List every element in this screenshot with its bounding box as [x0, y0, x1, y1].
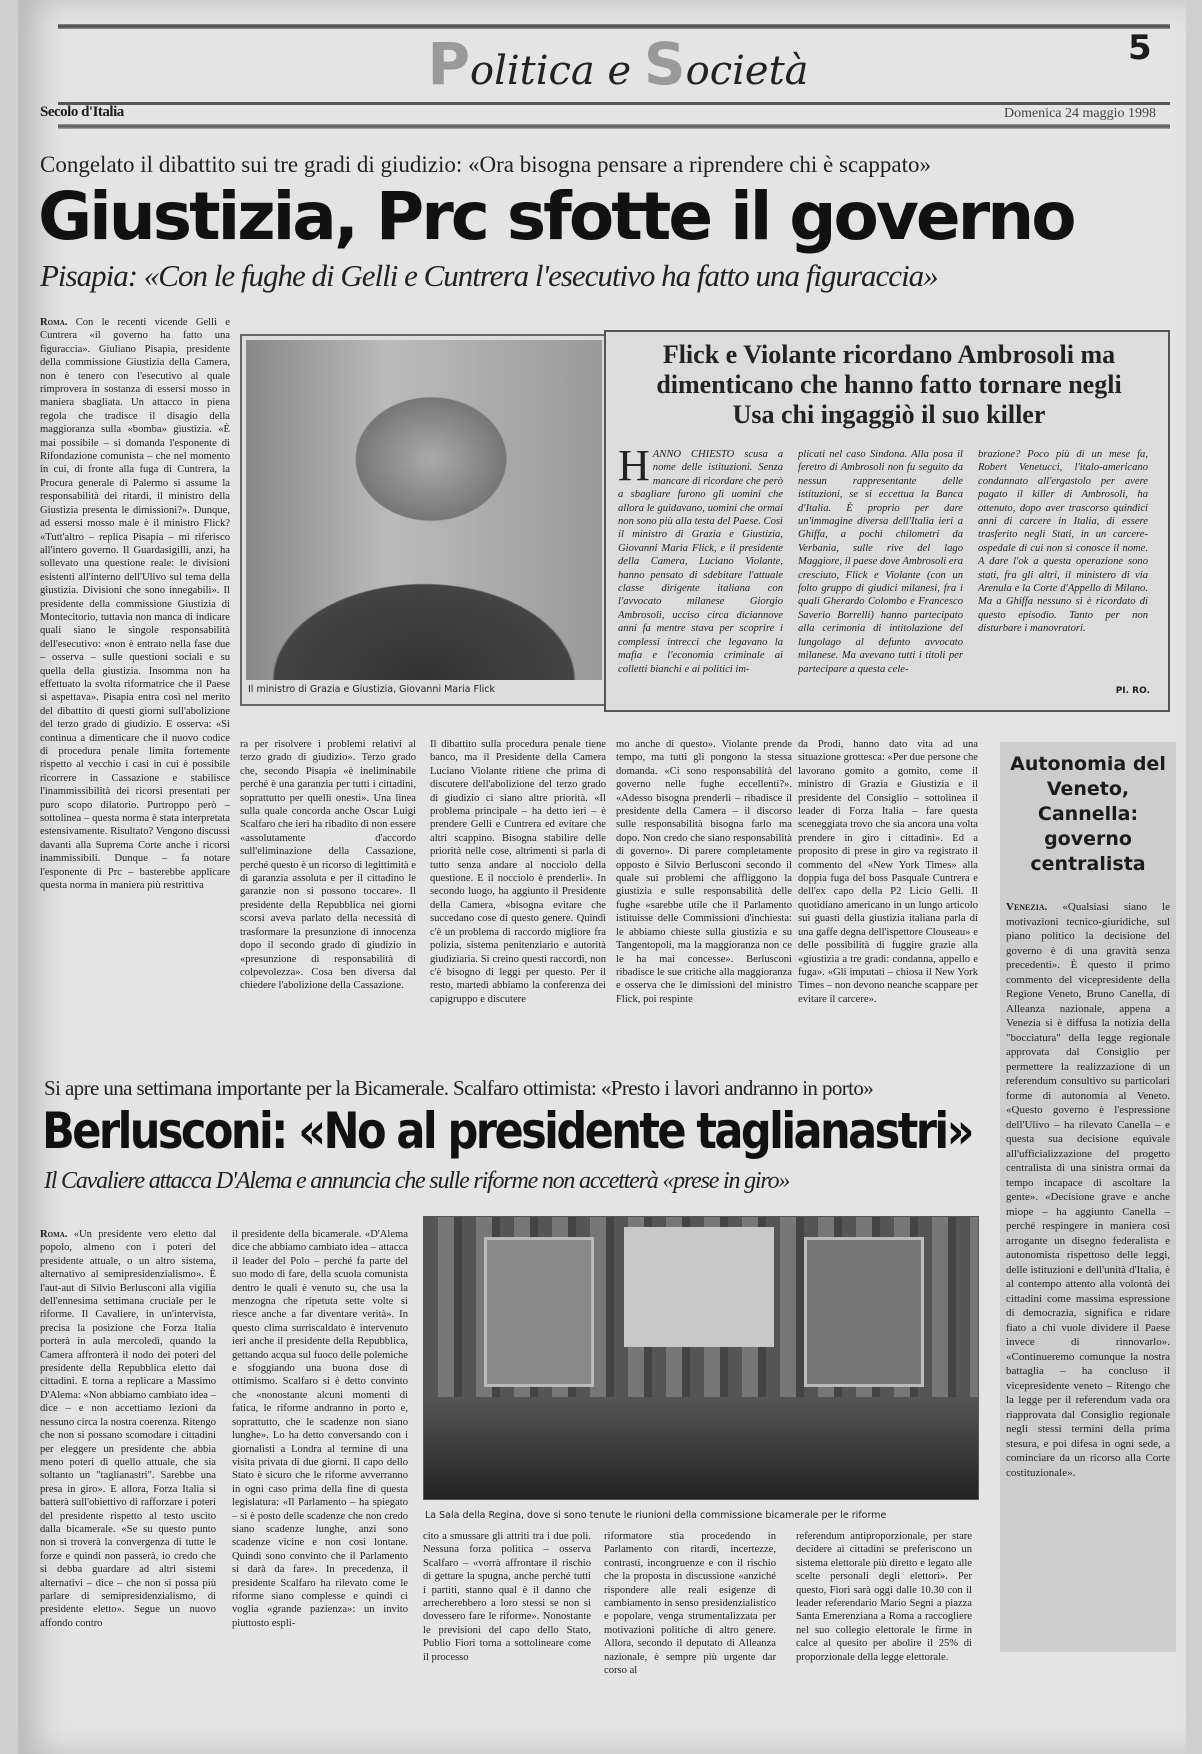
- sidebar-body: [1006, 900, 1170, 1645]
- portrait-image: [246, 340, 602, 680]
- box-column-2: plicati nel caso Sindona. Alla posa il feretro di Ambrosoli non fu seguito da nessun rappresentante delle istituzioni, se si eccettua la Banca d'Italia. È proprio per dare un'immagine diversa dell'Italia ieri a Ghiffa, a pochi chilometri da Verbania, sulle rive del lago Maggiore, il paese dove Ambrosoli era cresciuto, Flick e Violante (con un folto gruppo di giudici milanesi, fra i quali Gherardo Colombo e Francesco Saverio Borrelli) hanno partecipato alla cerimonia di intitolazione del lungolago al defunto avvocato milanese. Ma avevano tutti i titoli per partecipare a questa cele-: [798, 449, 963, 675]
- section-text-2: ocietà: [685, 48, 809, 94]
- tapestry-right: [804, 1237, 924, 1387]
- box-column-1: [618, 448, 783, 698]
- meeting-tables: [424, 1397, 979, 1500]
- paper-name: Secolo d'Italia: [40, 104, 124, 120]
- article2-column-5: referendum antiproporzionale, per stare decidere ai cittadini se preferiscono un sistema elettorale più diretto e legato alle scelte personali degli elettori». Per questo, Fiori sarà oggi dalle 10.30 con il leader referendario Mario Segni a piazza Santa Emerenziana a Roma a raccogliere nel suo collegio elettorale le firme in calce al quesito per abolire il 25% di proporzionale della legge elettorale.: [796, 1531, 972, 1663]
- article1-headline: Giustizia, Prc sfotte il governo: [38, 178, 1074, 255]
- article1-column-3: Il dibattito sulla procedura penale tiene banco, ma il Presidente della Camera Luciano Violante ritiene che prima di discutere dell'abolizione del terzo grado di giudizio ci siano altre priorità. «Il problema principale – ha detto ieri – è prendere Gelli e Cuntrera ed evitare che altri scappino. Bisogna stabilire delle priorità nelle cose, altrimenti si parla di tutto senza andare al nocciolo della questione. E il nocciolo è prenderli». In secondo luogo, ha aggiunto il Presidente della Camera, «bisogna evitare che succedano cose di questo genere. Quindi c'è un problema di raccordo migliore fra polizia, sistema penitenziario e autorità giudiziaria. Si creino questi raccordi, non c'è bisogno di leggi per questo. Per il resto, martedì abbiamo la conferenza dei capigruppo e discutere: [430, 739, 606, 1005]
- sidebar-text: «Qualsiasi siano le motivazioni tecnico-giuridiche, sul piano politico la decisione del governo è di una gravità senza precedenti». È questo il primo commento del vicepresidente della Regione Veneto, Bruno Canella, di Alleanza nazionale, appena a Venezia si è diffusa la notizia della "bocciatura" della legge regionale approvata dal Consiglio per permettere la realizzazione di un referendum consultivo su particolari forme di autonomia al Veneto. «Questo governo è l'espressione dell'Ulivo – ha rilevato Canella – e questa sua decisione equivale all'ufficializzazione del progetto centralista di una sinistra ormai da tempo incapace di ascoltare la gente». «Decisione grave e anche miope – ha aggiunto Canella – perché respingere in maniera così arrogante un disegno federalista e autonomista rispettoso delle leggi, delle istituzioni e dell'unità d'Italia, è al contempo attento alla volontà dei cittadini come massima espressione di democrazia, significa e ridare fiato a chi vuole dividere il Paese invece di rinnovarlo». «Continueremo comunque la nostra battaglia – ha concluso il vicepresidente veneto – Ritengo che la legge per il referendum vada ora riapprovata dal Consiglio regionale negli stessi termini della prima stesura, e poi difesa in ogni sede, a cominciare da un ricorso alla Corte costituzionale».: [1006, 901, 1170, 1479]
- article2-kicker: Si apre una settimana importante per la Bicamerale. Scalfaro ottimista: «Presto i lavori andranno in porto»: [44, 1076, 874, 1100]
- flick-portrait-photo: [240, 334, 608, 706]
- veneto-sidebar: [1000, 742, 1176, 1652]
- ambrosoli-box: [604, 330, 1170, 712]
- article1-text: Con le recenti vicende Gelli e Cuntrera «il governo ha fatto una figuraccia». Giuliano Pisapia, presidente della commissione Giustizia della Camera, non è tenero con l'esecutivo al quale rimprovera in sostanza di essersi mosso in maniera sbagliata. Un attacco in piena regola che tradisce il disagio della maggioranza sulla «bomba» giustizia. «È mai possibile – si domanda l'esponente di Rifondazione comunista – che nel momento in cui, di fronte alla fuga di Cuntrera, la Procura generale di Palermo si assume la responsabilità dei ritardi, il ministro della Giustizia presenta le dimissioni?». Dunque, ad essersi mosso male è il ministro Flick? «Tutt'altro – replica Pisapia – mi riferisco all'intero governo. Il Guardasigilli, anzi, ha sollevato una questione reale: le divisioni esistenti all'interno dell'Ulivo sul tema della giustizia. Divisioni che sono innegabili». Il presidente della commissione Giustizia di Montecitorio, tuttavia non manca di indicare quali siano le singole responsabilità dell'esecutivo: «non è entrato nella fase due – osserva – sulle questioni sociali e su quella della giustizia. Insomma non ha effettuato la svolta riformatrice che il Paese si aspettava». Pisapia entra così nel merito del dibattito di questi giorni sull'abolizione del terzo grado di giudizio. E osserva: «Si continua a dimenticare che il nuovo codice di procedura penale limita fortemente rispetto al vecchio i casi in cui è possibile ricorrere in Cassazione e stabilisce l'inammissibilità dei ricorsi presentati per puro scopo dilatorio. Purtroppo però – sottolinea – questa norma è stata interpretata estensivamente. Risultato? Vengono discussi davanti alla Suprema Corte anche i ricorsi inammissibili. Dunque – fa notare l'esponente di Prc – basterebbe applicare questa norma in maniera più restrittiva: [40, 317, 230, 892]
- window-center: [624, 1227, 774, 1347]
- section-title: [418, 30, 818, 98]
- box-text: ANNO CHIESTO scusa a nome delle istituzioni. Senza mancare di ricordare che però a sbagliare furono gli uomini che allora le guidavano, uomini che ormai non sono più alla testa del Paese. Così il ministro di Grazia e Giustizia, Giovanni Maria Flick, e il presidente della Camera, Luciano Violante, hanno pensato di sdebitare l'attuale classe dirigente italiana con l'avvocato milanese Giorgio Ambrosoli, ucciso circa diciannove anni fa mentre stava per scoprire i complessi intrecci che legavano la mafia e l'economia criminale ai colletti bianchi e ai politici im-: [618, 449, 783, 675]
- sidebar-headline: Autonomia del Veneto, Cannella: governo centralista: [1010, 753, 1166, 875]
- box-headline: Flick e Violante ricordano Ambrosoli ma dimenticano che hanno fatto tornare negli Usa chi ingaggiò il suo killer: [656, 340, 1122, 429]
- article1-kicker: Congelato il dibattito sui tre gradi di giudizio: «Ora bisogna pensare a riprendere chi è scappato»: [40, 152, 931, 177]
- issue-date: Domenica 24 maggio 1998: [1003, 106, 1156, 121]
- masthead-rule: [58, 102, 1170, 105]
- section-text-1: olitica e: [469, 48, 644, 94]
- photo2-caption: La Sala della Regina, dove si sono tenute le riunioni della commissione bicamerale per le riforme: [425, 1510, 887, 1521]
- masthead-bottom-rule: [58, 124, 1170, 129]
- article1-column-1: [40, 316, 230, 1046]
- article1-column-4: mo anche di questo». Violante prende tempo, ma tutti gli pongono la stessa domanda. «Ci sono responsabilità del governo nelle fughe eccellenti?». «Adesso bisogna prenderli – ribadisce il presidente della Camera – il discorso sulle responsabilità bisogna farlo ma dopo. Non credo che siano responsabilità di governo». Di parere completamente opposto è Silvio Berlusconi secondo il quale sui problemi che affliggono la giustizia e sulle responsabilità delle fughe «sarebbe utile che il Parlamento istituisse delle Commissioni d'inchiesta: le abbiamo chieste sulla giustizia e su Tangentopoli, ma la maggioranza non ce le ha mai concesse». Berlusconi ribadisce le sue critiche alla maggioranza e osserva che le dimissioni del ministro Flick, poi respinte: [616, 739, 792, 1005]
- article2-text: «Un presidente vero eletto dal popolo, almeno con i poteri del presidente attuale, o un altro sistema, alternativo al semipresidenzialismo». È l'aut-aut di Silvio Berlusconi alla vigilia dell'ennesima settimana cruciale per le riforme. Il Cavaliere, in un'intervista, precisa la posizione che Forza Italia porterà in aula mercoledì, quando la Camera affronterà il nodo dei poteri del presidente della Repubblica eletto dai cittadini. E torna a replicare a Massimo D'Alema: «Non abbiamo cambiato idea – dice – e non accettiamo lezioni da nessuno circa la nostra coerenza. Ritengo che non si possano scomodare i cittadini per eleggere un presidente che abbia meno poteri di quello attuale, che sia soltanto un "taglianastri". Sarebbe una presa in giro». E allora, Forza Italia si batterà sull'obiettivo di rafforzare i poteri del presidente rispetto al testo uscito dalla bicamerale. «Se su questo punto non si troverà la convergenza di tutte le forze e quindi non passerà, io credo che si debba guardare ad altri sistemi alternativi – dice – che non si possa più parlare di semipresidenzialismo, di presidente eletto». Segue un nuovo affondo contro: [40, 1229, 216, 1629]
- article2-dateline-city: Roma.: [40, 1229, 68, 1240]
- photo1-caption: Il ministro di Grazia e Giustizia, Giovanni Maria Flick: [248, 684, 495, 695]
- article1-deck: Pisapia: «Con le fughe di Gelli e Cuntrera l'esecutivo ha fatto una figuraccia»: [40, 258, 938, 293]
- article2-column-3: cito a smussare gli attriti tra i due poli. Nessuna forza politica – osserva Scalfaro – «vorrà affrontare il rischio di gettare la spugna, anche perché tutti i partiti, stanno qual è il danno che arrecherebbero a loro stessi se non si dovessero fare le riforme». Nonostante le previsioni del capo dello Stato, Publio Fiori torna a sottolineare come il processo: [423, 1531, 591, 1663]
- article2-headline: Berlusconi: «No al presidente taglianastri»: [42, 1102, 972, 1160]
- tapestry-left: [484, 1237, 594, 1387]
- dateline-city: Roma.: [40, 317, 68, 328]
- article2-column-1: [40, 1228, 216, 1724]
- article1-column-5: da Prodi, hanno dato vita ad una situazione grottesca: «Per due persone che lavorano gomito a gomito, come il ministro di Grazia e Giustizia e il presidente del Consiglio – sottolinea il leader di Forza Italia – fare questa sceneggiata trovo che sia ancora una volta prendere in giro i cittadini». Ed a proposito di prese in giro va registrato il commento del «New York Times» alla doppia fuga del boss Pasquale Cuntrera e dell'ex capo della P2 Licio Gelli. Il quotidiano americano in un lungo articolo sui guasti della giustizia italiana parla di una gaffe degna dell'ispettore Clouseau» e delle possibilità di fuggire grazie alla «giustizia a tre gradi: condanna, appello e fuga». «Gli imputati – chiosa il New York Times – non devono neanche scappare per evitare il carcere».: [798, 739, 978, 1005]
- box-signature: PI. RO.: [1115, 686, 1150, 696]
- article2-column-2: il presidente della bicamerale. «D'Alema dice che abbiamo cambiato idea – attacca il leader del Polo – perché fa parte del suo modo di fare, della scuola comunista dentro le quali è venuto su, che usa la menzogna che ripetuta sette volte si riesce anche a far diventare verità». In questo clima surriscaldato è intervenuto ieri anche il presidente della Repubblica, gettando acqua sul fuoco delle polemiche e sfoggiando una buona dose di ottimismo. Scalfaro si è detto convinto che «nonostante alcuni momenti di fatica, le riforme andranno in porto e, soprattutto, che le scadenze non siano lunghe». Lo ha detto conversando con i giornalisti a Londra al termine di una visita privata di due giorni. Il capo dello Stato è sicuro che le riforme avverranno in ogni caso prima della fine di questa legislatura: «Il Parlamento – ha spiegato – si è posto delle scadenze che non credo siano scadenze lunghe, anzi sono scadenze vicine e non così lontane. Quindi sono convinto che il Parlamento si darà da fare». In precedenza, il presidente Scalfaro ha rilevato come le riforme siano complesse e quindi ci voglia «grande pazienza»: un invito piuttosto espli-: [232, 1229, 408, 1629]
- section-initial-p: P: [427, 30, 470, 98]
- box-column-3: brazione? Poco più di un mese fa, Robert Venetucci, l'italo-americano condannato all'ergastolo per avere pagato il killer di Ambrosoli, ha ottenuto, dopo aver trascorso quindici anni di carcere in Italia, di essere trasferito negli Stati, in un carcere-ospedale di cui non si conosce il nome. A dare l'ok a questa operazione sono stati, fra gli altri, il ministero di via Arenula e la Corte d'Appello di Milano. Ma a Ghiffa nessuno si è ricordato di questo episodio. Tanto per non disturbare i manovratori.: [978, 449, 1148, 635]
- drop-cap: H: [618, 448, 650, 490]
- section-initial-s: S: [643, 30, 686, 98]
- article2-deck: Il Cavaliere attacca D'Alema e annuncia che sulle riforme non accetterà «prese in giro»: [44, 1168, 790, 1194]
- article2-column-4: riformatore stia procedendo in Parlamento con ritardi, incertezze, contrasti, incongruenze e con il rischio che la proposta in discussione «anziché rispondere alle reali esigenze di cambiamento in senso presidenzialistico e popolare, venga strumentalizzata per motivazioni politiche di altro genere. Allora, secondo il deputato di Alleanza nazionale, è sempre più urgente dar corso al: [604, 1531, 776, 1677]
- sala-della-regina-photo: [423, 1216, 979, 1500]
- article1-column-2: ra per risolvere i problemi relativi al terzo grado di giudizio». Terzo grado che, secondo Pisapia «è ineliminabile perché è una garanzia per tutti i cittadini, soprattutto per quelli onesti». Una linea sulla quale concorda anche Oscar Luigi Scalfaro che ieri ha ribadito di non essere «assolutamente d'accordo sull'eliminazione della Cassazione, perché questo è un ricorso di legittimità e di garanzia assoluta e per il cittadino le garanzie non si possono toccare». Il presidente della Repubblica nei giorni scorsi aveva parlato della necessità di trasformare la presunzione di innocenza dopo il secondo grado di giudizio in «presunzione di responsabilità di colpevolezza». Cosa ben diversa dal chiedere l'abolizione della Cassazione.: [240, 739, 416, 992]
- page-number: 5: [1128, 28, 1152, 68]
- newspaper-page: [18, 0, 1186, 1754]
- sidebar-dateline-city: Venezia.: [1006, 901, 1048, 913]
- masthead-top-rule: [58, 24, 1170, 29]
